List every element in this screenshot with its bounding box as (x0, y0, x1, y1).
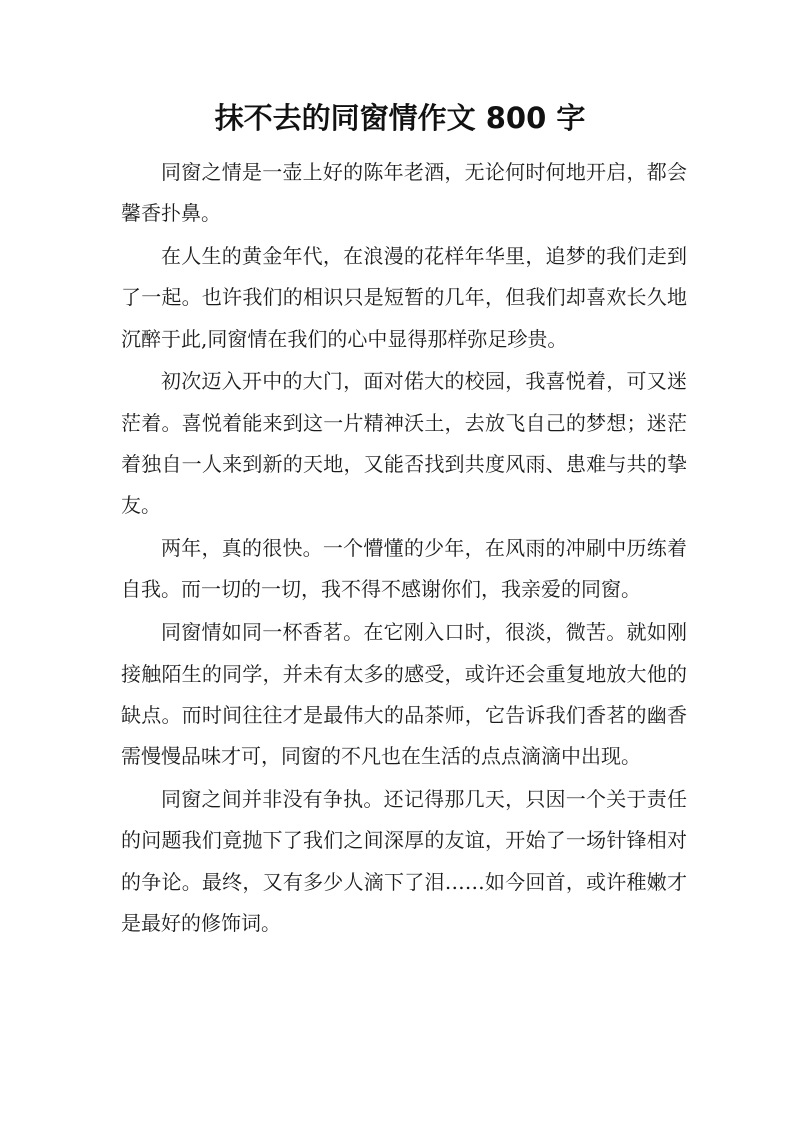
document-title: 抹不去的同窗情作文 800 字 (214, 101, 586, 135)
paragraph: 在人生的黄金年代，在浪漫的花样年华里，追梦的我们走到了一起。也许我们的相识只是短暂的几年，但我们却喜欢长久地沉醉于此,同窗情在我们的心中显得那样弥足珍贵。 (121, 244, 687, 351)
document-body (121, 152, 687, 946)
paragraph: 两年，真的很快。一个懵懂的少年，在风雨的冲刷中历练着自我。而一切的一切，我不得不感谢你们，我亲爱的同窗。 (121, 536, 687, 602)
paragraph: 同窗之情是一壶上好的陈年老酒，无论何时何地开启，都会馨香扑鼻。 (121, 160, 687, 226)
paragraph: 同窗之间并非没有争执。还记得那几天，只因一个关于责任的问题我们竟抛下了我们之间深厚的友谊，开始了一场针锋相对的争论。最终，又有多少人滴下了泪……如今回首，或许稚嫩才是最好的修饰词。 (121, 786, 687, 935)
paragraph: 同窗情如同一杯香茗。在它刚入口时，很淡，微苦。就如刚接触陌生的同学，并未有太多的感受，或许还会重复地放大他的缺点。而时间往往才是最伟大的品茶师，它告诉我们香茗的幽香需慢慢品味才可，同窗的不凡也在生活的点点滴滴中出现。 (121, 620, 687, 769)
paragraph: 初次迈入开中的大门，面对偌大的校园，我喜悦着，可又迷茫着。喜悦着能来到这一片精神沃土，去放飞自己的梦想；迷茫着独自一人来到新的天地，又能否找到共度风雨、患难与共的挚友。 (121, 369, 687, 518)
